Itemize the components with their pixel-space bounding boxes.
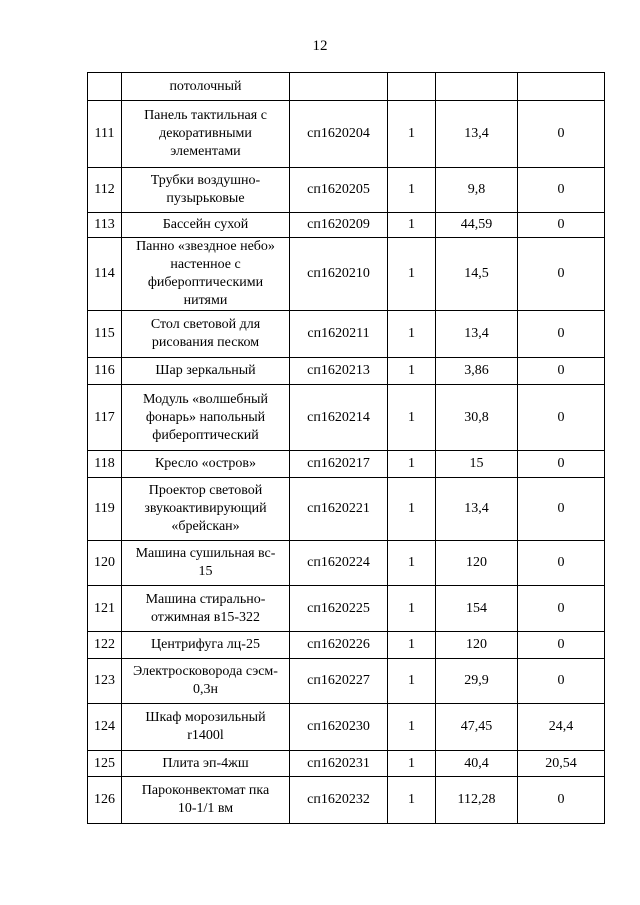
- item-name: потолочный: [122, 73, 290, 101]
- item-code: сп1620231: [290, 751, 388, 777]
- item-code: сп1620224: [290, 541, 388, 586]
- row-number: 122: [88, 632, 122, 659]
- row-number: 115: [88, 311, 122, 358]
- inventory-table: [87, 72, 605, 824]
- item-name-line: элементами: [170, 144, 241, 159]
- item-value-1: 9,8: [436, 168, 518, 213]
- item-quantity: 1: [388, 632, 436, 659]
- item-value-2: 0: [518, 451, 605, 478]
- row-number: 121: [88, 586, 122, 632]
- row-number: 114: [88, 238, 122, 311]
- item-value-2: 0: [518, 659, 605, 704]
- item-name-line: 15: [198, 564, 213, 579]
- item-code: сп1620209: [290, 213, 388, 238]
- item-code: сп1620210: [290, 238, 388, 311]
- item-quantity: 1: [388, 358, 436, 385]
- continuation-row: [88, 73, 605, 101]
- page-number: 12: [312, 38, 328, 54]
- item-name-line: «брейскан»: [171, 519, 240, 534]
- item-name: [122, 586, 290, 632]
- table-row: [88, 101, 605, 168]
- row-number: 124: [88, 704, 122, 751]
- item-name-line: 0,3н: [193, 682, 218, 697]
- item-name-line: отжимная в15-322: [150, 609, 261, 625]
- table-row: [88, 704, 605, 751]
- item-quantity: 1: [388, 101, 436, 168]
- item-value-2: [518, 73, 605, 101]
- item-value-2: 24,4: [518, 704, 605, 751]
- table-row: [88, 478, 605, 541]
- table-row: [88, 385, 605, 451]
- item-value-1: 13,4: [436, 101, 518, 168]
- item-code: сп1620230: [290, 704, 388, 751]
- item-name-line: Машина сушильная вс-: [135, 546, 276, 561]
- item-name-line: настенное с: [170, 257, 241, 272]
- item-name-line: Стол световой для: [150, 317, 261, 332]
- item-code: сп1620204: [290, 101, 388, 168]
- item-name-line: декоративными: [159, 126, 252, 141]
- item-code: сп1620217: [290, 451, 388, 478]
- item-name: [122, 659, 290, 704]
- item-name-line: 10-1/1 вм: [177, 801, 234, 816]
- item-name: [122, 451, 290, 478]
- row-number: 112: [88, 168, 122, 213]
- item-name-line: Панно «звездное небо»: [136, 239, 275, 254]
- row-number: 126: [88, 777, 122, 824]
- item-value-1: 112,28: [436, 777, 518, 824]
- item-name-line: нитями: [183, 293, 228, 308]
- item-name: [122, 777, 290, 824]
- item-quantity: 1: [388, 659, 436, 704]
- item-value-2: 0: [518, 777, 605, 824]
- item-name: [122, 311, 290, 358]
- row-number: 111: [88, 101, 122, 168]
- item-name-line: Панель тактильная с: [144, 108, 267, 123]
- item-name: [122, 385, 290, 451]
- item-name-line: Модуль «волшебный: [143, 391, 268, 407]
- item-name-line: пузырьковые: [166, 191, 245, 206]
- item-value-2: 0: [518, 311, 605, 358]
- item-value-2: 0: [518, 168, 605, 213]
- item-code: сп1620213: [290, 358, 388, 385]
- table-row: [88, 586, 605, 632]
- inventory-table-body: [88, 73, 605, 824]
- item-name-line: Трубки воздушно-: [150, 173, 261, 188]
- item-value-1: 30,8: [436, 385, 518, 451]
- item-quantity: 1: [388, 451, 436, 478]
- item-quantity: 1: [388, 385, 436, 451]
- item-name-line: фонарь» напольный: [145, 409, 266, 425]
- item-value-2: 0: [518, 586, 605, 632]
- item-value-1: 29,9: [436, 659, 518, 704]
- item-value-1: 154: [436, 586, 518, 632]
- item-code: сп1620211: [290, 311, 388, 358]
- item-quantity: 1: [388, 478, 436, 541]
- item-quantity: 1: [388, 168, 436, 213]
- item-name-line: фибероптическими: [147, 275, 264, 290]
- table-row: [88, 213, 605, 238]
- item-code: сп1620227: [290, 659, 388, 704]
- item-name: [122, 213, 290, 238]
- item-code: сп1620225: [290, 586, 388, 632]
- table-row: [88, 358, 605, 385]
- item-name-line: Кресло «остров»: [154, 456, 257, 471]
- item-value-1: 120: [436, 541, 518, 586]
- item-quantity: 1: [388, 777, 436, 824]
- item-code: сп1620221: [290, 478, 388, 541]
- item-name-line: фибероптический: [152, 427, 259, 443]
- item-value-1: 120: [436, 632, 518, 659]
- item-code: сп1620214: [290, 385, 388, 451]
- table-row: [88, 168, 605, 213]
- item-quantity: 1: [388, 541, 436, 586]
- item-value-2: 0: [518, 385, 605, 451]
- item-name: [122, 478, 290, 541]
- item-value-1: 14,5: [436, 238, 518, 311]
- row-number: 116: [88, 358, 122, 385]
- item-name-line: Машина стирально-: [145, 591, 266, 607]
- item-value-2: 20,54: [518, 751, 605, 777]
- item-value-1: 15: [436, 451, 518, 478]
- table-row: [88, 751, 605, 777]
- item-name: [122, 704, 290, 751]
- table-row: [88, 632, 605, 659]
- item-value-2: 0: [518, 632, 605, 659]
- item-value-2: 0: [518, 478, 605, 541]
- item-quantity: 1: [388, 311, 436, 358]
- item-code: сп1620226: [290, 632, 388, 659]
- row-number: 117: [88, 385, 122, 451]
- table-row: [88, 659, 605, 704]
- item-name-line: Проектор световой: [148, 483, 263, 498]
- item-value-1: 44,59: [436, 213, 518, 238]
- item-value-1: 47,45: [436, 704, 518, 751]
- item-quantity: 1: [388, 704, 436, 751]
- row-number: 119: [88, 478, 122, 541]
- item-value-1: 13,4: [436, 311, 518, 358]
- item-name: [122, 238, 290, 311]
- item-value-2: 0: [518, 101, 605, 168]
- row-number: 118: [88, 451, 122, 478]
- item-name-line: Шкаф морозильный: [145, 710, 266, 725]
- row-number: 125: [88, 751, 122, 777]
- item-name-line: Шар зеркальный: [155, 363, 256, 378]
- item-code: сп1620232: [290, 777, 388, 824]
- item-code: сп1620205: [290, 168, 388, 213]
- item-name-line: Пароконвектомат пка: [141, 783, 270, 798]
- item-name-line: Плита эп-4жш: [162, 755, 249, 771]
- item-name: [122, 541, 290, 586]
- item-value-1: 3,86: [436, 358, 518, 385]
- item-code: [290, 73, 388, 101]
- item-name: [122, 168, 290, 213]
- item-name: [122, 632, 290, 659]
- row-number: 120: [88, 541, 122, 586]
- table-row: [88, 238, 605, 311]
- row-number: 123: [88, 659, 122, 704]
- item-value-2: 0: [518, 213, 605, 238]
- item-quantity: [388, 73, 436, 101]
- table-row: [88, 541, 605, 586]
- item-name-line: рисования песком: [151, 335, 260, 350]
- item-value-2: 0: [518, 541, 605, 586]
- item-name: [122, 101, 290, 168]
- item-name-line: Центрифуга лц-25: [151, 637, 260, 652]
- item-quantity: 1: [388, 238, 436, 311]
- item-value-2: 0: [518, 358, 605, 385]
- item-name-line: Бассейн сухой: [162, 217, 249, 232]
- item-value-1: 13,4: [436, 478, 518, 541]
- item-value-2: 0: [518, 238, 605, 311]
- item-value-1: 40,4: [436, 751, 518, 777]
- table-row: [88, 777, 605, 824]
- item-quantity: 1: [388, 751, 436, 777]
- item-name-line: звукоактивирующий: [144, 501, 267, 516]
- item-name: [122, 751, 290, 777]
- item-quantity: 1: [388, 586, 436, 632]
- item-name: [122, 358, 290, 385]
- table-row: [88, 451, 605, 478]
- table-row: [88, 311, 605, 358]
- item-name-line: r1400l: [187, 728, 224, 743]
- item-quantity: 1: [388, 213, 436, 238]
- row-number: [88, 73, 122, 101]
- item-name-line: Электросковорода сэсм-: [133, 664, 278, 679]
- item-value-1: [436, 73, 518, 101]
- row-number: 113: [88, 213, 122, 238]
